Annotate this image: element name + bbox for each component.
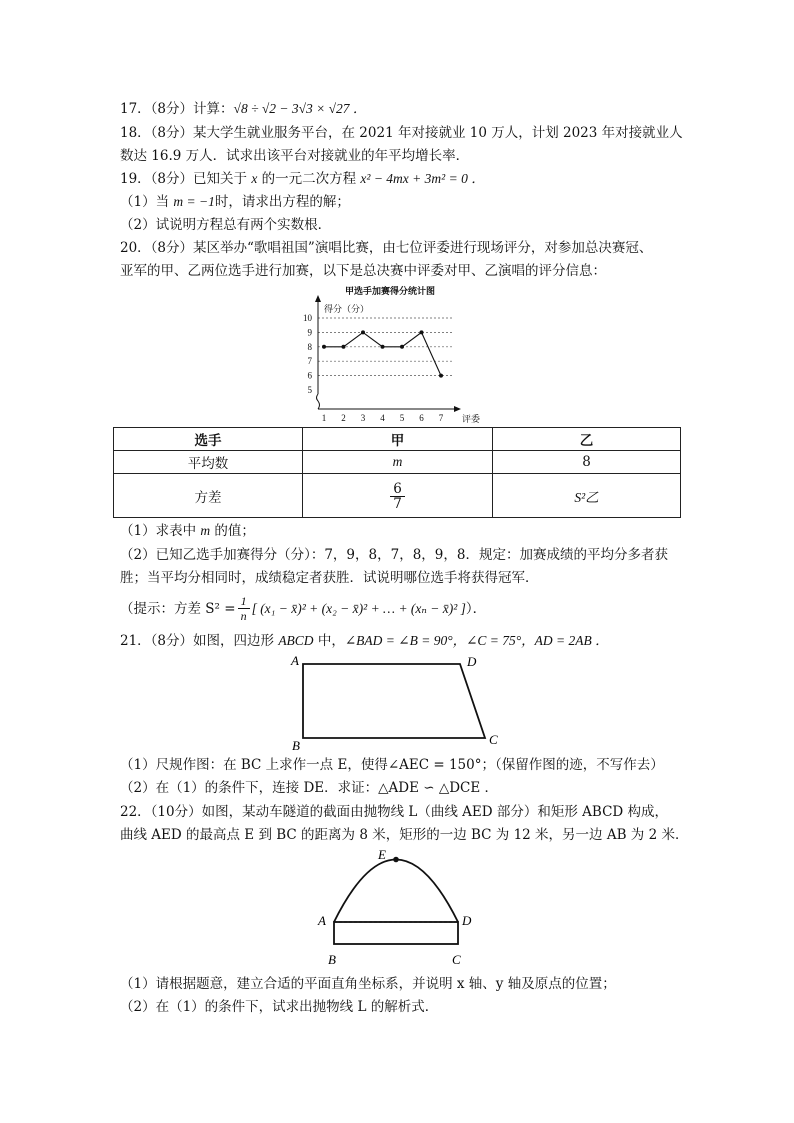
- q19-sub1: [120, 193, 350, 211]
- q21-intro: 21．（8分）如图，四边形: [120, 633, 279, 649]
- x-tick-label: 5: [399, 413, 405, 423]
- q19-var-x: x: [251, 171, 258, 186]
- q22-sub1: （1）请根据题意，建立合适的平面直角坐标系，并说明 x 轴、y 轴及原点的位置；: [120, 976, 616, 992]
- score-line-chart: [290, 282, 490, 424]
- variance-jia-fraction: [390, 482, 405, 511]
- q20-line1: 20．（8分）某区举办“歌唱祖国”演唱比赛，由七位评委进行现场评分，对参加总决赛冠、: [120, 240, 653, 256]
- table-cell-variance-jia: [303, 474, 493, 518]
- table-header-jia: 甲: [303, 428, 493, 451]
- x-tick-label: 2: [341, 413, 346, 423]
- fraction-denominator: 7: [393, 495, 402, 512]
- q19-sub1-prefix: （1）当: [120, 194, 174, 210]
- q20-sub1-prefix: （1）求表中: [120, 523, 201, 539]
- parabola-AED: [334, 860, 458, 923]
- label-A: A: [291, 653, 299, 668]
- y-axis-arrow: [315, 295, 321, 302]
- hint-prefix: （提示：方差 S² =: [120, 600, 236, 617]
- q19-sub1-tail: 时，请求出方程的解；: [214, 194, 350, 210]
- y-tick-label: 10: [303, 313, 312, 323]
- table-row-mean: [114, 451, 681, 474]
- hint-formula: [ (x₁ − x̄)² + (x₂ − x̄)² + … + (xₙ − x̄)² ]: [251, 600, 466, 616]
- q20-sub1: [120, 522, 255, 540]
- q21-line1: [120, 632, 609, 650]
- quadrilateral-figure: [285, 650, 505, 750]
- q21-intro-tail: 中，: [313, 633, 345, 649]
- tunnel-figure: [312, 842, 482, 970]
- data-point: [342, 345, 346, 349]
- hint-suffix: ）．: [465, 600, 487, 617]
- table-header-yi: 乙: [493, 428, 681, 451]
- series-line: [324, 332, 441, 375]
- table-header-player: 选手: [114, 428, 303, 451]
- q22-line2: 曲线 AED 的最高点 E 到 BC 的距离为 8 米，矩形的一边 BC 为 12 米，另一边 AB 为 2 米．: [120, 827, 689, 843]
- data-point: [420, 330, 424, 334]
- q21-conditions: ∠BAD = ∠B = 90°，∠C = 75°，AD = 2AB ．: [344, 633, 609, 648]
- q20-line2: 亚军的甲、乙两位选手进行加赛，以下是总决赛中评委对甲、乙演唱的评分信息：: [120, 263, 606, 279]
- label-B: B: [328, 952, 336, 967]
- label-C: C: [489, 732, 498, 747]
- q19-sub1-condition: m = −1: [173, 194, 215, 209]
- vertex-E-point: [393, 857, 399, 863]
- label-B: B: [292, 738, 300, 750]
- x-tick-label: 6: [419, 413, 424, 423]
- q21-quad: ABCD: [278, 633, 314, 648]
- q20-hint: [120, 594, 486, 623]
- q21-sub1: （1）尺规作图：在 BC 上求作一点 E，使得∠AEC = 150°；（保留作图的迹，不写作去）: [120, 757, 664, 773]
- q18-line2: 数达 16.9 万人．试求出该平台对接就业的年平均增长率．: [120, 148, 470, 164]
- data-point: [439, 374, 443, 378]
- quadrilateral-ABCD: [303, 664, 485, 738]
- x-axis-arrow: [454, 406, 461, 412]
- chart-title: 甲选手加赛得分统计图: [345, 286, 436, 296]
- chart-xlabel: 评委: [462, 414, 481, 424]
- q22-line1: 22．（10分）如图，某动车隧道的截面由抛物线 L（曲线 AED 部分）和矩形 ABCD 构成，: [120, 804, 669, 820]
- y-tick-label: 7: [307, 356, 312, 367]
- table-row-variance: [114, 474, 681, 518]
- label-D: D: [467, 654, 477, 669]
- axis-break: [317, 394, 320, 409]
- chart-ylabel: 得分（分）: [324, 304, 370, 314]
- data-point: [361, 330, 365, 334]
- q17-line: [120, 100, 366, 118]
- label-E: E: [378, 847, 386, 862]
- label-A: A: [318, 913, 326, 928]
- hint-frac-num: 1: [238, 594, 250, 609]
- x-tick-label: 7: [438, 413, 444, 423]
- q21-sub2: （2）在（1）的条件下，连接 DE．求证：△ADE ∽ △DCE ．: [120, 780, 499, 796]
- q20-sub2-line1: （2）已知乙选手加赛得分（分）：7，9，8，7，8，9，8．规定：加赛成绩的平均分多者获: [120, 547, 668, 563]
- score-table: [113, 427, 681, 518]
- data-point: [381, 345, 385, 349]
- rectangle-ABCD: [334, 922, 458, 944]
- q19-line1: [120, 170, 485, 188]
- label-D: D: [462, 913, 472, 928]
- hint-frac-den: n: [240, 609, 247, 623]
- table-cell-mean-yi: 8: [493, 451, 681, 474]
- q19-sub2: （2）试说明方程总有两个实数根．: [120, 217, 332, 233]
- q19-equation: x² − 4mx + 3m² = 0 ．: [360, 171, 485, 186]
- hint-fraction: [238, 594, 250, 623]
- q17-expression: √8 ÷ √2 − 3√3 × √27 ．: [233, 101, 367, 116]
- q19-intro-tail: 的一元二次方程: [257, 171, 361, 187]
- data-point: [322, 345, 326, 349]
- y-tick-label: 8: [307, 341, 312, 352]
- table-header-row: [114, 428, 681, 451]
- label-C: C: [452, 952, 461, 967]
- table-cell-variance-label: 方差: [114, 474, 303, 518]
- fraction-numerator: 6: [390, 482, 405, 497]
- x-tick-label: 1: [321, 413, 327, 423]
- q18-line1: 18．（8分）某大学生就业服务平台，在 2021 年对接就业 10 万人，计划 2023 年对接就业人: [120, 125, 683, 141]
- q20-sub2-line2: 胜；当平均分相同时，成绩稳定者获胜．试说明哪位选手将获得冠军．: [120, 570, 539, 586]
- q19-intro: 19．（8分）已知关于: [120, 171, 252, 187]
- y-tick-label: 9: [307, 327, 312, 338]
- data-point: [400, 345, 404, 349]
- y-tick-label: 6: [307, 370, 312, 381]
- table-cell-variance-yi: S²乙: [493, 474, 681, 518]
- q20-sub1-var: m: [200, 523, 211, 538]
- table-cell-mean-label: 平均数: [114, 451, 303, 474]
- q20-sub1-tail: 的值；: [210, 523, 255, 539]
- q17-text: 17．（8分）计算：: [120, 101, 234, 117]
- y-tick-label: 5: [307, 385, 312, 395]
- q22-sub2: （2）在（1）的条件下，试求出抛物线 L 的解析式．: [120, 999, 439, 1015]
- x-tick-label: 3: [360, 413, 366, 423]
- x-tick-label: 4: [380, 413, 385, 423]
- table-cell-mean-jia: m: [303, 451, 493, 474]
